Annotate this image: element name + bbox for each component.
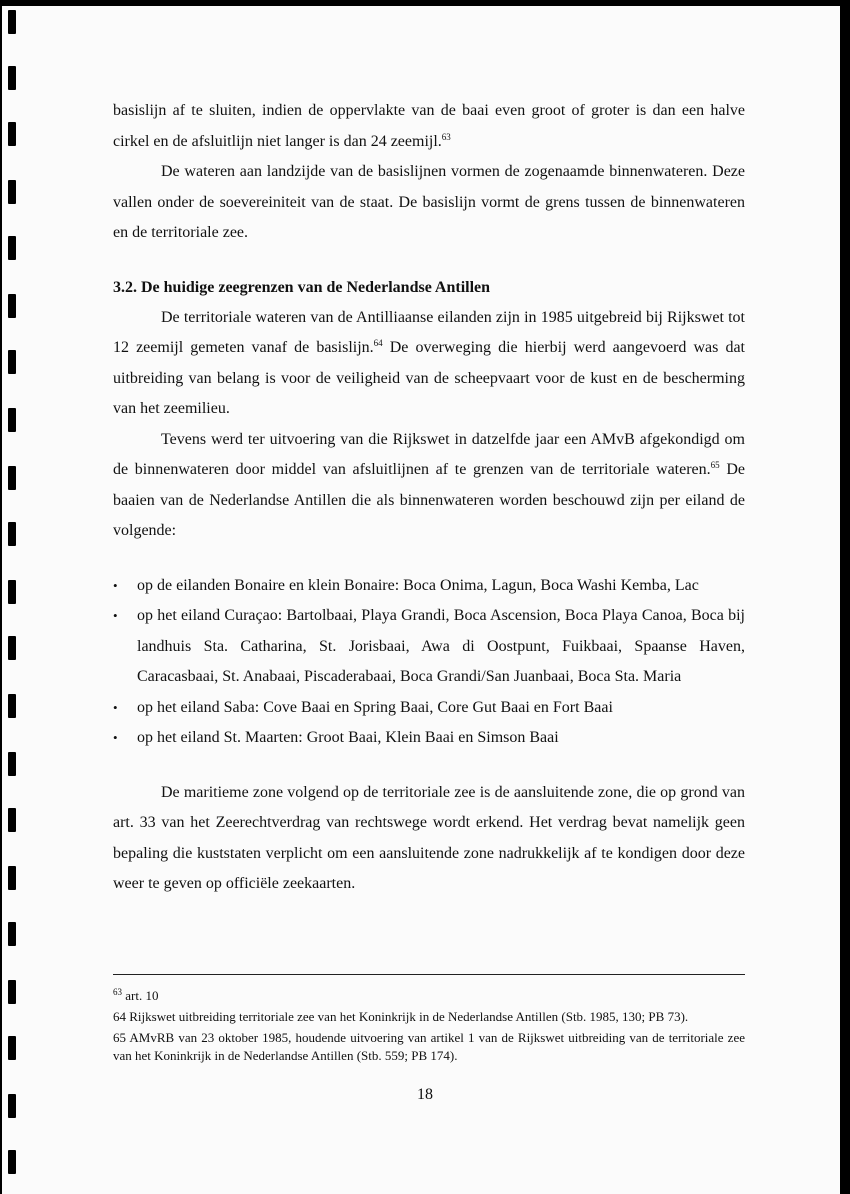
footnote-ref[interactable]: 63 bbox=[441, 131, 451, 142]
binding-hole bbox=[8, 10, 16, 34]
footnote: 65 AMvRB van 23 oktober 1985, houdende uitvoering van artikel 1 van de Rijkswet uitbreiding van de territoriale zee van het Koninkrijk in de Nederlandse Antillen (Stb. 559; PB 174). bbox=[113, 1030, 745, 1063]
binding-hole bbox=[8, 636, 16, 660]
binding-hole bbox=[8, 66, 16, 90]
bullet-icon: • bbox=[113, 730, 118, 745]
footnote-ref[interactable]: 64 bbox=[373, 338, 383, 348]
page-number: 18 bbox=[417, 1086, 433, 1103]
bullet-icon: • bbox=[113, 699, 118, 715]
binding-hole bbox=[8, 922, 16, 946]
binding-hole bbox=[8, 1036, 16, 1060]
binding-hole bbox=[8, 980, 16, 1004]
list-item: • op het eiland Saba: Cove Baai en Spring Baai, Core Gut Baai en Fort Baai bbox=[113, 693, 745, 724]
binding-hole bbox=[8, 694, 16, 718]
binding-hole bbox=[8, 180, 16, 204]
list-item: • op het eiland Curaçao: Bartolbaai, Playa Grandi, Boca Ascension, Boca Playa Canoa, Boca bij landhuis Sta. Catharina, St. Jorisbaai, Awa di Oostpunt, Fuikbaai, Spaanse Haven, Caracasbaai, St. Anabaai, Piscaderabaai, Boca Grandi/San Juanbaai, Boca Sta. Maria bbox=[113, 601, 745, 693]
binding-hole bbox=[8, 408, 16, 432]
footnote-ref[interactable]: 65 bbox=[710, 460, 720, 470]
binding-hole bbox=[8, 808, 16, 832]
binding-hole bbox=[8, 350, 16, 374]
binding-hole bbox=[8, 294, 16, 318]
section-heading: 3.2. De huidige zeegrenzen van de Nederlandse Antillen bbox=[113, 278, 491, 296]
footnote-mark: 63 bbox=[113, 987, 122, 997]
body-text bbox=[113, 96, 745, 900]
paragraph: basislijn af te sluiten, indien de oppervlakte van de baai even groot of groter is dan een halve cirkel en de afsluitlijn niet langer is dan 24 zeemijl.$^{63}$ bbox=[113, 102, 745, 150]
paragraph: De wateren aan landzijde van de basislijnen vormen de zogenaamde binnenwateren. Deze vallen onder de soevereiniteit van de staat. De basislijn vormt de grens tussen de binnenwateren en de territoriale zee. bbox=[113, 163, 745, 241]
binding-hole bbox=[8, 466, 16, 490]
binding-hole bbox=[8, 866, 16, 890]
list-item: • op de eilanden Bonaire en klein Bonaire: Boca Onima, Lagun, Boca Washi Kemba, Lac bbox=[113, 571, 745, 602]
binding-hole bbox=[8, 522, 16, 546]
footnote: $^{63}$ art. 10 bbox=[113, 987, 159, 1003]
footnotes bbox=[113, 974, 745, 1068]
bullet-icon: • bbox=[113, 577, 118, 593]
paragraph: Tevens werd ter uitvoering van die Rijkswet in datzelfde jaar een AMvB afgekondigd om de binnenwateren door middel van afsluitlijnen af te grenzen van de territoriale wateren.$^{65}$ De baaien van de Nederlandse Antillen die als binnenwateren worden beschouwd zijn per eiland de volgende: bbox=[113, 430, 746, 539]
bay-list bbox=[113, 571, 745, 754]
binding-hole bbox=[8, 1150, 16, 1174]
bullet-icon: • bbox=[113, 608, 118, 623]
list-item: • op het eiland St. Maarten: Groot Baai, Klein Baai en Simson Baai bbox=[113, 723, 745, 754]
footnote: 64 Rijkswet uitbreiding territoriale zee van het Koninkrijk in de Nederlandse Antillen (Stb. 1985, 130; PB 73). bbox=[113, 1009, 689, 1024]
paragraph: De territoriale wateren van de Antilliaanse eilanden zijn in 1985 uitgebreid bij Rijkswet tot 12 zeemijl gemeten vanaf de basislijn.$^{64}$ De overweging die hierbij werd aangevoerd was dat uitbreiding van belang is voor de veiligheid van de scheepvaart voor de kust en de bescherming van het zeemilieu. bbox=[113, 308, 745, 417]
binding-hole bbox=[8, 580, 16, 604]
binding-hole bbox=[8, 752, 16, 776]
paragraph: De maritieme zone volgend op de territoriale zee is de aansluitende zone, die op grond van art. 33 van het Zeerechtverdrag van rechtswege wordt erkend. Het verdrag bevat namelijk geen bepaling die kuststaten verplicht om een aansluitende zone nadrukkelijk af te kondigen door deze weer te geven op officiële zeekaarten. bbox=[113, 783, 745, 892]
binding-hole bbox=[8, 122, 16, 146]
binding-hole bbox=[8, 236, 16, 260]
